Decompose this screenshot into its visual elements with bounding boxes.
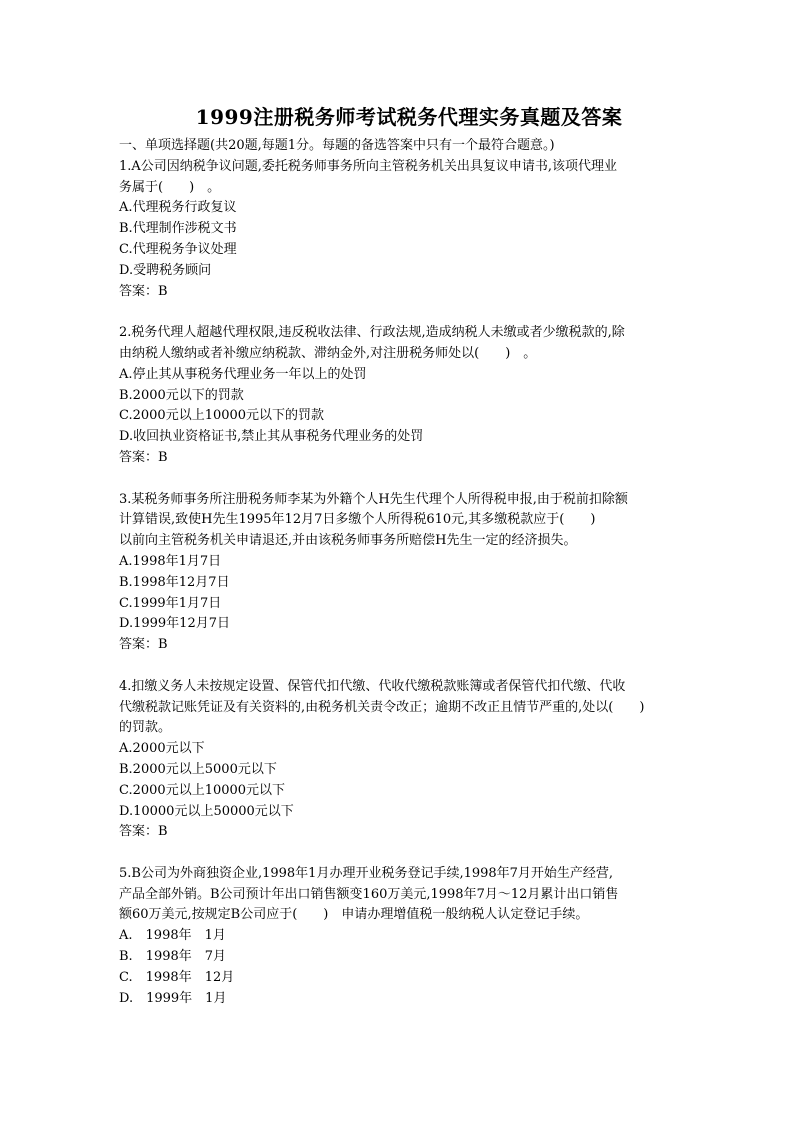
question-stem-line: 的罚款。	[119, 720, 172, 736]
answer: 答案：B	[119, 283, 168, 299]
question-stem-line: 2.税务代理人超越代理权限,违反税收法律、行政法规,造成纳税人未缴或者少缴税款的,除	[119, 325, 625, 341]
question-stem-line: 代缴税款记账凭证及有关资料的,由税务机关责令改正；逾期不改正且情节严重的,处以( )	[119, 699, 645, 715]
document-title: 1999注册税务师考试税务代理实务真题及答案	[195, 105, 623, 129]
answer: 答案：B	[119, 637, 168, 653]
answer: 答案：B	[119, 449, 168, 465]
answer: 答案：B	[119, 824, 168, 840]
question-4	[119, 677, 699, 843]
option-c: C. 1998年 12月	[119, 969, 235, 985]
spacer	[119, 656, 699, 677]
question-stem-line: 3.某税务师事务所注册税务师李某为外籍个人H先生代理个人所得税申报,由于税前扣除额	[119, 491, 628, 507]
document-page	[119, 104, 699, 1009]
option-d: D.1999年12月7日	[119, 616, 230, 632]
option-b: B.2000元以下的罚款	[119, 387, 244, 403]
option-c: C.1999年1月7日	[119, 595, 222, 611]
question-5	[119, 864, 699, 1010]
question-stem-line: 以前向主管税务机关申请退还,并由该税务师事务所赔偿H先生一定的经济损失。	[119, 533, 577, 549]
spacer	[119, 469, 699, 490]
option-a: A. 1998年 1月	[119, 928, 226, 944]
option-c: C.2000元以上10000元以下	[119, 782, 286, 798]
spacer	[119, 843, 699, 864]
question-stem-line: 务属于( ) 。	[119, 179, 221, 195]
option-d: D. 1999年 1月	[119, 990, 227, 1006]
option-c: C.2000元以上10000元以下的罚款	[119, 408, 325, 424]
option-b: B.1998年12月7日	[119, 574, 230, 590]
section-header: 一、单项选择题(共20题,每题1分。每题的备选答案中只有一个最符合题意。)	[119, 138, 555, 153]
option-a: A.代理税务行政复议	[119, 200, 237, 216]
question-stem-line: 4.扣缴义务人未按规定设置、保管代扣代缴、代收代缴税款账簿或者保管代扣代缴、代收	[119, 678, 626, 694]
option-d: D.收回执业资格证书,禁止其从事税务代理业务的处罚	[119, 429, 424, 445]
question-stem-line: 额60万美元,按规定B公司应于( ) 申请办理增值税一般纳税人认定登记手续。	[119, 907, 589, 923]
question-2	[119, 323, 699, 469]
question-stem-line: 5.B公司为外商独资企业,1998年1月办理开业税务登记手续,1998年7月开始生产经营,	[119, 865, 614, 881]
option-c: C.代理税务争议处理	[119, 241, 237, 257]
question-stem-line: 产品全部外销。B公司预计年出口销售额变160万美元,1998年7月～12月累计出口销售	[119, 886, 619, 902]
option-b: B.2000元以上5000元以下	[119, 761, 277, 777]
spacer	[119, 302, 699, 323]
option-b: B.代理制作涉税文书	[119, 221, 237, 237]
option-d: D.受聘税务顾问	[119, 262, 212, 278]
question-1	[119, 157, 699, 303]
option-a: A.2000元以下	[119, 741, 205, 757]
option-a: A.停止其从事税务代理业务一年以上的处罚	[119, 366, 367, 382]
question-stem-line: 由纳税人缴纳或者补缴应纳税款、滞纳金外,对注册税务师处以( ) 。	[119, 345, 537, 361]
question-stem-line: 计算错误,致使H先生1995年12月7日多缴个人所得税610元,其多缴税款应于( )	[119, 512, 596, 528]
question-3	[119, 490, 699, 656]
option-b: B. 1998年 7月	[119, 949, 227, 965]
question-stem-line: 1.A公司因纳税争议问题,委托税务师事务所向主管税务机关出具复议申请书,该项代理业	[119, 158, 618, 174]
option-a: A.1998年1月7日	[119, 553, 222, 569]
option-d: D.10000元以上50000元以下	[119, 803, 294, 819]
